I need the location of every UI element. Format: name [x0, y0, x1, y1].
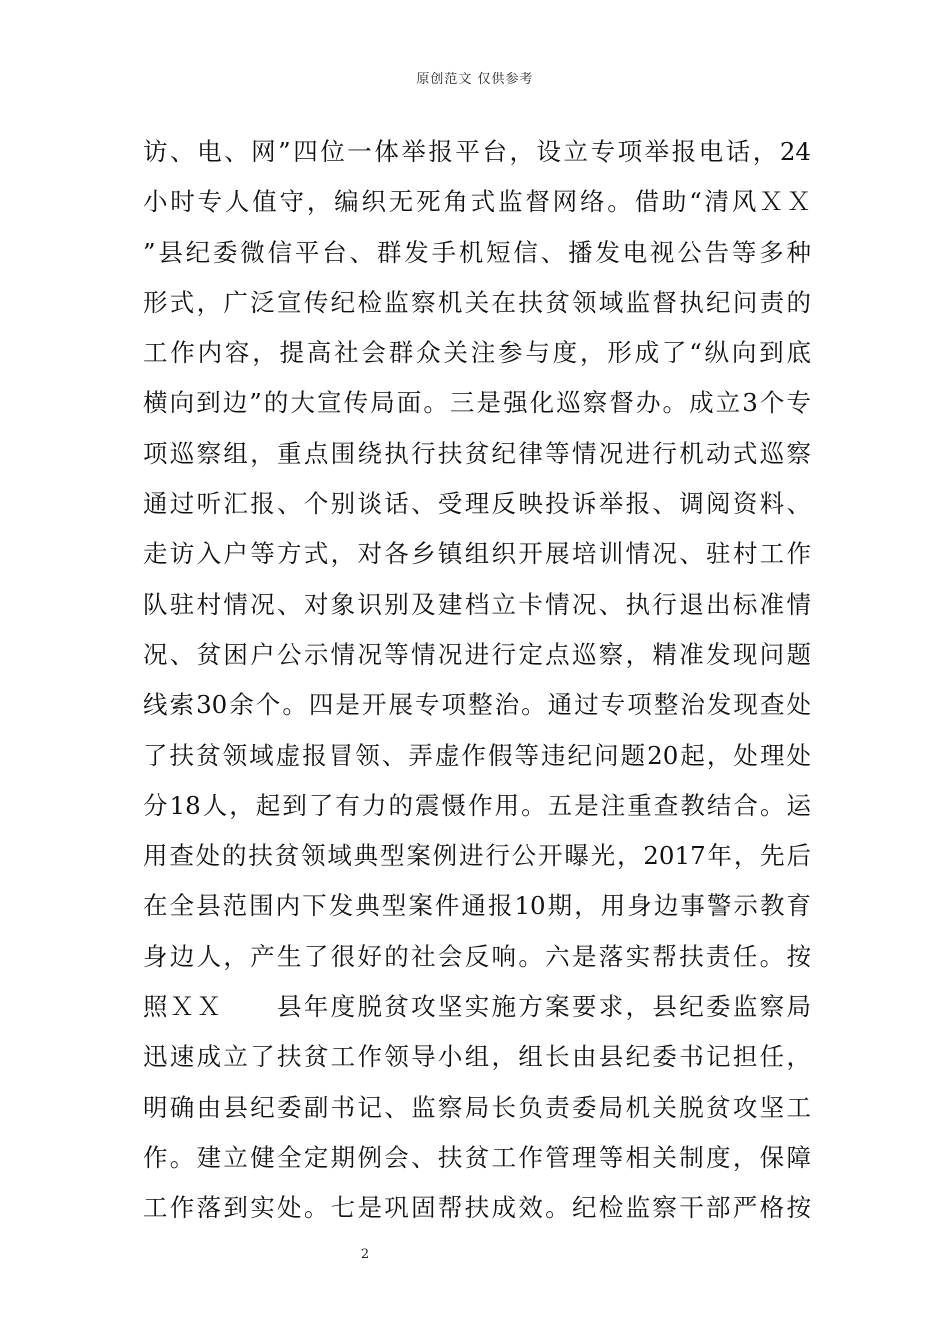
text-line: 明确由县纪委副书记、监察局长负责委局机关脱贫攻坚工 — [143, 1092, 811, 1122]
text-line: 队驻村情况、对象识别及建档立卡情况、执行退出标准情 — [143, 589, 811, 619]
text-line: 访、电、网”四位一体举报平台，设立专项举报电话，24 — [143, 137, 811, 166]
text-line: 项巡察组，重点围绕执行扶贫纪律等情况进行机动式巡察 — [143, 438, 811, 468]
text-line: ”县纪委微信平台、群发手机短信、播发电视公告等多种 — [143, 237, 811, 267]
page-header: 原创范文 仅供参考 — [416, 72, 534, 87]
text-line: 工作落到实处。七是巩固帮扶成效。纪检监察干部严格按 — [143, 1193, 811, 1223]
text-line: 照ＸＸ 县年度脱贫攻坚实施方案要求，县纪委监察局 — [143, 992, 811, 1022]
document-body — [143, 130, 811, 1237]
text-line: 在全县范围内下发典型案件通报10期，用身边事警示教育 — [143, 891, 811, 921]
text-line: 通过听汇报、个别谈话、受理反映投诉举报、调阅资料、 — [143, 489, 811, 519]
text-line: 作。建立健全定期例会、扶贫工作管理等相关制度，保障 — [143, 1142, 811, 1172]
page-number: 2 — [360, 1247, 370, 1262]
text-line: 形式，广泛宣传纪检监察机关在扶贫领域监督执纪问责的 — [143, 287, 811, 317]
text-line: 况、贫困户公示情况等情况进行定点巡察，精准发现问题 — [143, 639, 811, 669]
text-line: 横向到边”的大宣传局面。三是强化巡察督办。成立3个专 — [143, 388, 811, 418]
text-line: 了扶贫领域虚报冒领、弄虚作假等违纪问题20起，处理处 — [143, 740, 811, 770]
text-line: 身边人，产生了很好的社会反响。六是落实帮扶责任。按 — [143, 941, 811, 971]
text-line: 用查处的扶贫领域典型案例进行公开曝光，2017年，先后 — [143, 841, 811, 871]
text-line: 小时专人值守，编织无死角式监督网络。借助“清风ＸＸ — [143, 187, 811, 217]
text-line: 工作内容，提高社会群众关注参与度，形成了“纵向到底 — [143, 338, 811, 368]
text-line: 迅速成立了扶贫工作领导小组，组长由县纪委书记担任， — [143, 1042, 811, 1072]
text-line: 分18人，起到了有力的震慑作用。五是注重查教结合。运 — [143, 790, 811, 820]
text-line: 线索30余个。四是开展专项整治。通过专项整治发现查处 — [143, 690, 811, 720]
text-line: 走访入户等方式，对各乡镇组织开展培训情况、驻村工作 — [143, 539, 811, 569]
